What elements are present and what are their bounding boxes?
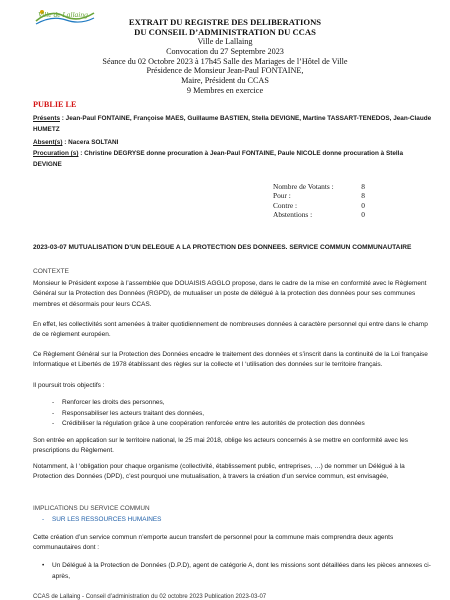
list-item: - Responsabiliser les acteurs traitant des données,: [52, 409, 432, 420]
votes-row: [273, 182, 365, 191]
header-line-membres: 9 Membres en exercice: [186, 85, 264, 95]
list-item: - Crédibiliser la régulation grâce à une coopération renforcée entre les autorités de protection des données: [52, 419, 432, 430]
implications-label: IMPLICATIONS DU SERVICE COMMUN: [33, 505, 150, 512]
header-line-presidence: Présidence de Monsieur Jean-Paul FONTAINE,: [146, 66, 304, 76]
votes-label: Abstentions :: [273, 210, 313, 220]
header-line-convocation: Convocation du 27 Septembre 2023: [166, 46, 284, 56]
votes-row: [273, 191, 365, 200]
document-header: [0, 17, 450, 96]
context-label: CONTEXTE: [33, 268, 69, 275]
votes-value: 8: [361, 191, 365, 201]
header-title-1: EXTRAIT DU REGISTRE DES DELIBERATIONS: [128, 17, 322, 27]
votes-value: 0: [361, 210, 365, 220]
presents-text: : Jean-Paul FONTAINE, Françoise MAES, Guillaume BASTIEN, Stella DEVIGNE, Martine TASSART-TENEDOS, Jean-Claude HUMETZ: [33, 115, 432, 133]
paragraph-obligation: Notamment, à l ‘obligation pour chaque organisme (collectivité, établissement public, entreprises, …) de nommer un Délégué à la Protection des Données (DPD), c’est pourquoi une mutualisation, à travers la création d’un service commun, est envisagée,: [33, 463, 405, 481]
paragraph-collectivites: En effet, les collectivités sont amenées à traiter quotidiennement de nombreuses données à caractère personnel qui entre dans le champ de ce règlement européen.: [33, 321, 428, 339]
list-item: - Renforcer les droits des personnes,: [52, 398, 432, 409]
deliberation-title: 2023-03-07 MUTUALISATION D’UN DELEGUE A LA PROTECTION DES DONNEES. SERVICE COMMUN COMMUNAUTAIRE: [33, 244, 412, 251]
header-line-seance: Séance du 02 Octobre 2023 à 17h45 Salle des Mariages de l’Hôtel de Ville: [102, 56, 348, 66]
dpd-item: [42, 561, 432, 582]
logo-text: Ville de Lallaing: [38, 10, 88, 19]
votes-label: Pour :: [273, 191, 291, 201]
votes-table: [273, 182, 365, 220]
votes-label: Nombre de Votants :: [273, 182, 334, 191]
absents-text: : Nacera SOLTANI: [62, 139, 119, 146]
votes-label: Contre :: [273, 200, 298, 210]
procuration-text: : Christine DEGRYSE donne procuration à Jean-Paul FONTAINE, Paule NICOLE donne procuration à Stella DEVIGNE: [33, 150, 403, 168]
votes-row: [273, 210, 365, 219]
procuration-label: Procuration (s): [33, 150, 79, 157]
dpd-item-text: Un Délégué à la Protection de Données (D.P.D), agent de catégorie A, dont les missions sont détaillées dans les pièces annexes ci-après,: [52, 562, 431, 580]
header-line-maire: Maire, Président du CCAS: [181, 76, 269, 86]
paragraph-application: Son entrée en application sur le territoire national, le 25 mai 2018, oblige les acteurs concernés à se mettre en conformité avec les prescriptions du Règlement.: [33, 437, 409, 455]
absents-label: Absent(s): [33, 139, 63, 146]
absents-line: [33, 138, 433, 149]
votes-row: [273, 201, 365, 210]
header-line-town: Ville de Lallaing: [197, 37, 253, 46]
presents-label: Présents: [33, 115, 60, 122]
paragraph-objectifs: Il poursuit trois objectifs :: [33, 382, 105, 389]
paragraph-rgpd: Ce Règlement Général sur la Protection des Données encadre le traitement des données et s’inscrit dans la continuité de la Loi française Informatique et Libertés de 1978 établissant des règles sur la collecte et l ‘utilisation des données sur le territoire français.: [33, 351, 428, 369]
header-title-2: DU CONSEIL D’ADMINISTRATION DU CCAS: [134, 27, 316, 37]
service-item-rh: - SUR LES RESSOURCES HUMAINES: [52, 516, 161, 523]
paragraph-expose: Monsieur le Président expose à l’assemblée que DOUAISIS AGGLO propose, dans le cadre de la mise en conformité avec le Règlement Général sur la Protection des Données (RGPD), de mutualiser un poste de délégué à la protection des données pour ses communes membres et désormais pour leurs CCAS.: [33, 280, 427, 308]
bullet-dot-icon: •: [42, 562, 45, 569]
paragraph-creation: Cette création d’un service commun n’emporte aucun transfert de personnel pour la commune mais comprendra deux agents communautaires dont :: [33, 534, 394, 552]
publie-le-label: PUBLIE LE: [33, 100, 77, 109]
presents-line: [33, 114, 433, 135]
objectives-list: [52, 398, 432, 430]
procuration-line: [33, 149, 433, 170]
page-footer: CCAS de Lallaing - Conseil d’administration du 02 octobre 2023 Publication 2023-03-07: [33, 594, 267, 600]
votes-value: 0: [361, 200, 365, 210]
votes-value: 8: [361, 182, 365, 191]
